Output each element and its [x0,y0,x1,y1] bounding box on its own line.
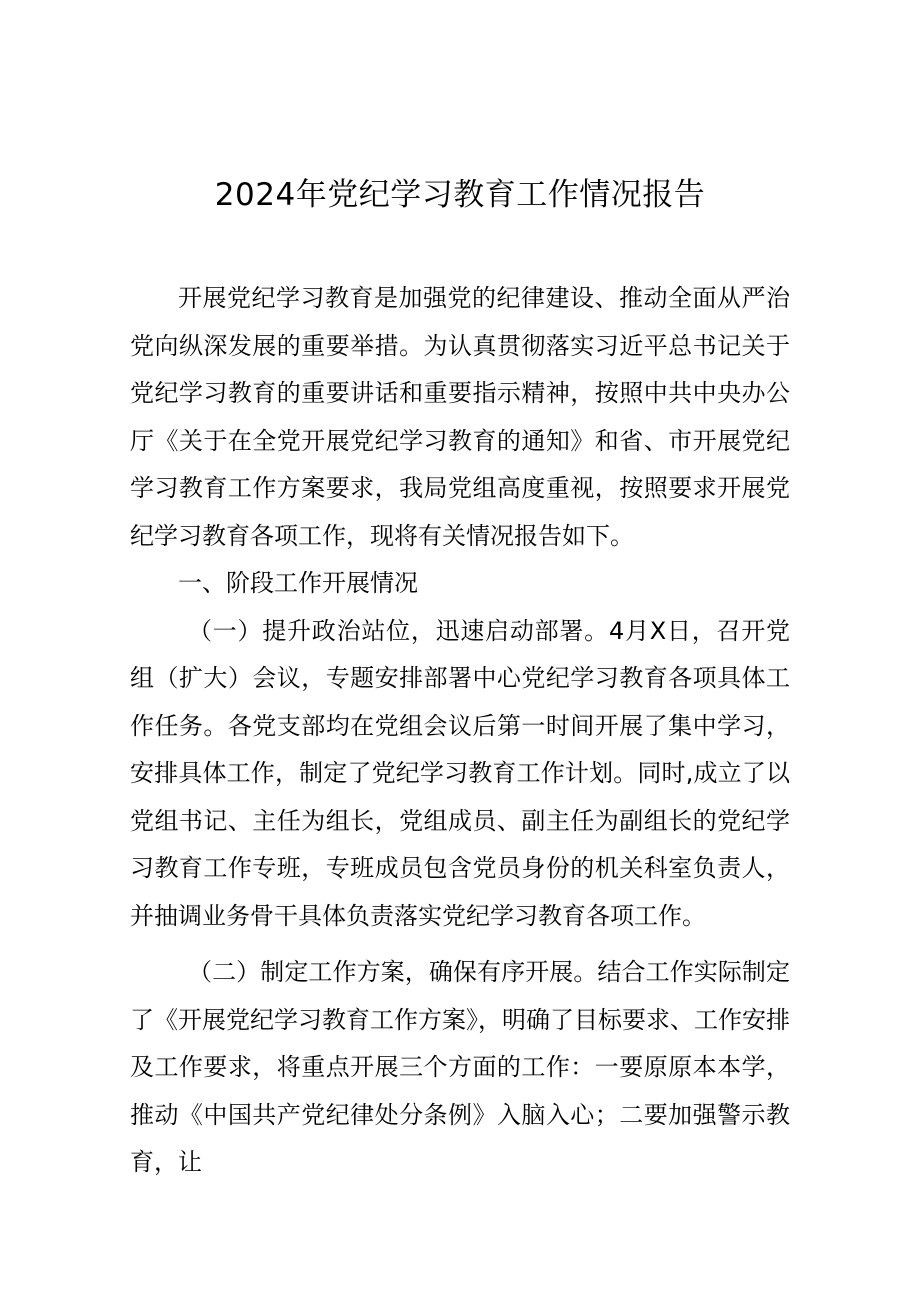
subsection-paragraph-2: （二）制定工作方案，确保有序开展。结合工作实际制定了《开展党纪学习教育工作方案》，明确了目标要求、工作安排及工作要求，将重点开展三个方面的工作：一要原原本本学，推动《中国共产党纪律处分条例》入脑入心；二要加强警示教育，让 [130,958,790,1176]
subsection-paragraph-1: （一）提升政治站位，迅速启动部署。4月X日，召开党组（扩大）会议，专题安排部署中心党纪学习教育各项具体工作任务。各党支部均在党组会议后第一时间开展了集中学习，安排具体工作，制定了党纪学习教育工作计划。同时,成立了以党组书记、主任为组长，党组成员、副主任为副组长的党纪学习教育工作专班，专班成员包含党员身份的机关科室负责人，并抽调业务骨干具体负责落实党纪学习教育各项工作。 [130,616,790,930]
section-heading: 一、阶段工作开展情况 [178,569,418,597]
document-body [130,275,790,1187]
intro-paragraph: 开展党纪学习教育是加强党的纪律建设、推动全面从严治党向纵深发展的重要举措。为认真贯彻落实习近平总书记关于党纪学习教育的重要讲话和重要指示精神，按照中共中央办公厅《关于在全党开展党纪学习教育的通知》和省、市开展党纪学习教育工作方案要求，我局党组高度重视，按照要求开展党纪学习教育各项工作，现将有关情况报告如下。 [130,284,790,550]
document-title: 2024年党纪学习教育工作情况报告 [214,177,706,213]
